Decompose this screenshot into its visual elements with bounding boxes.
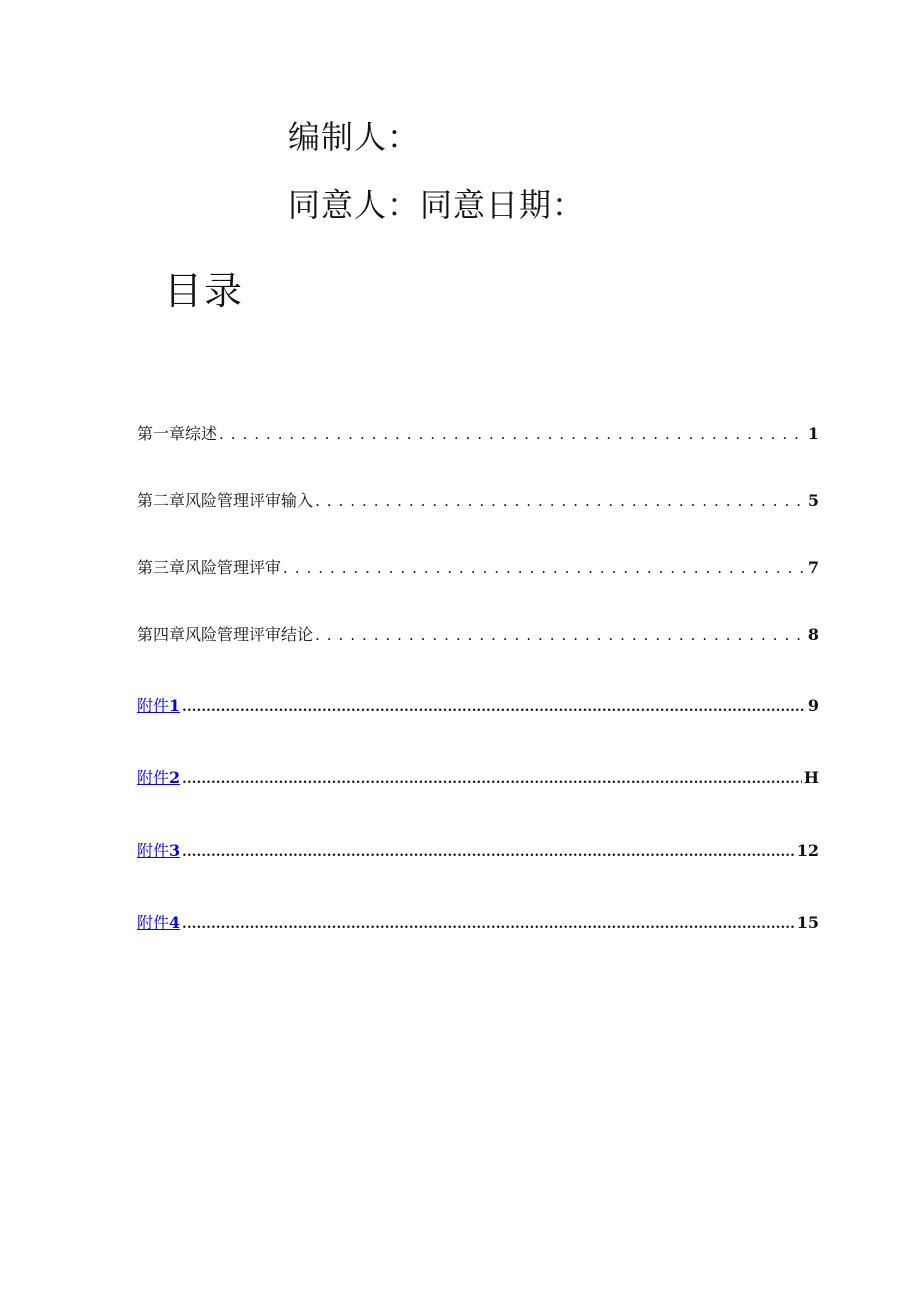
- toc-entry-page: 7: [807, 558, 819, 577]
- appendix-4-link[interactable]: [137, 911, 180, 935]
- toc-entry-label: 第二章风险管理评审输入: [137, 491, 314, 510]
- toc-dot-leader: [315, 489, 806, 513]
- toc-entry-label: 第一章综述: [137, 424, 218, 443]
- toc-entry-page: 12: [796, 841, 819, 860]
- appendix-1-link[interactable]: [137, 694, 180, 718]
- toc-entry-appendix-3: [137, 839, 819, 863]
- toc-entry-page: 5: [807, 491, 819, 510]
- toc-dot-leader: [315, 623, 806, 647]
- toc-dot-leader: [182, 839, 795, 863]
- appendix-link-text: 附件: [137, 696, 170, 715]
- approver-and-date-label: 同意人：同意日期：: [288, 186, 586, 224]
- appendix-link-text: 附件: [137, 841, 170, 860]
- toc-dot-leader: [182, 694, 806, 718]
- toc-entry-page: 9: [807, 696, 819, 715]
- appendix-3-link[interactable]: [137, 839, 180, 863]
- appendix-link-text: 附件: [137, 768, 170, 787]
- appendix-link-text: 附件: [137, 913, 170, 932]
- toc-dot-leader: [283, 556, 806, 580]
- appendix-2-link[interactable]: [137, 766, 180, 790]
- toc-entry-page: H: [803, 768, 819, 787]
- toc-entry-label: 第四章风险管理评审结论: [137, 625, 314, 644]
- appendix-link-number: 1: [169, 696, 181, 715]
- toc-entry-appendix-2: [137, 766, 819, 790]
- toc-dot-leader: [182, 911, 795, 935]
- toc-entry-page: 1: [807, 424, 819, 443]
- toc-entry-appendix-4: [137, 911, 819, 935]
- toc-dot-leader: [182, 766, 802, 790]
- toc-entry-chapter-4[interactable]: [137, 623, 819, 647]
- toc-entry-appendix-1: [137, 694, 819, 718]
- toc-dot-leader: [219, 422, 806, 446]
- toc-entry-page: 8: [807, 625, 819, 644]
- toc-entry-page: 15: [796, 913, 819, 932]
- appendix-link-number: 2: [169, 768, 181, 787]
- toc-entry-label: 第三章风险管理评审: [137, 558, 282, 577]
- appendix-link-number: 3: [169, 841, 181, 860]
- toc-entry-chapter-1[interactable]: [137, 422, 819, 446]
- toc-entry-chapter-2[interactable]: [137, 489, 819, 513]
- appendix-link-number: 4: [169, 913, 181, 932]
- toc-title: 目录: [164, 269, 245, 313]
- compiler-label: 编制人：: [288, 118, 421, 156]
- toc-entry-chapter-3[interactable]: [137, 556, 819, 580]
